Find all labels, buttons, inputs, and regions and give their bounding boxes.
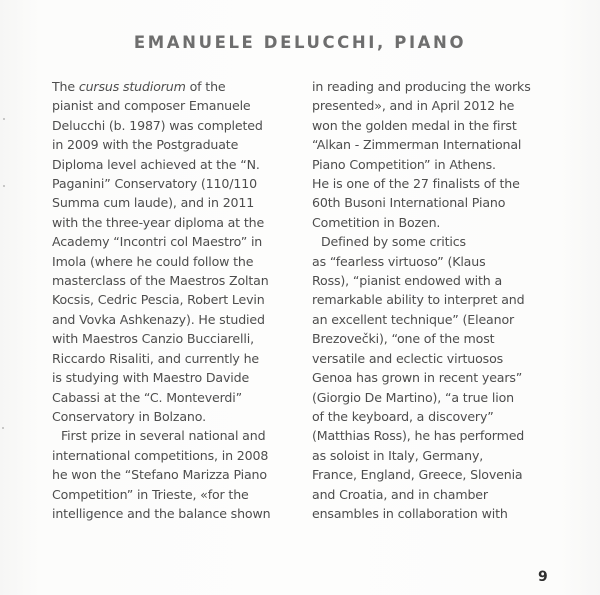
text-line: as “fearless virtuoso” (Klaus — [312, 253, 486, 269]
text-line: international competitions, in 2008 — [52, 447, 269, 463]
text-line — [52, 77, 302, 96]
text-line: Conservatory in Bolzano. — [52, 408, 206, 424]
text-line: Paganini” Conservatory (110/110 — [52, 176, 257, 192]
text-line: Genoa has grown in recent years” — [312, 370, 523, 386]
paragraph-start-line: Defined by some critics — [321, 234, 466, 250]
text-line: and Vovka Ashkenazy). He studied — [52, 311, 265, 327]
text-line: Riccardo Risaliti, and currently he — [52, 350, 260, 366]
scan-speck — [3, 185, 5, 187]
text-line: an excellent technique” (Eleanor — [312, 311, 515, 327]
text-line: ensambles in collaboration with — [312, 505, 508, 521]
text-line: Delucchi (b. 1987) was completed — [52, 117, 263, 133]
text-line: and Croatia, and in chamber — [312, 486, 488, 502]
text-line: Diploma level achieved at the “N. — [52, 156, 260, 172]
text-fragment: The — [52, 79, 79, 94]
text-line: Ross), “pianist endowed with a — [312, 273, 503, 289]
italic-term: cursus studiorum — [78, 79, 186, 94]
text-line: Kocsis, Cedric Pescia, Robert Levin — [52, 292, 265, 308]
text-line: France, England, Greece, Slovenia — [312, 467, 523, 483]
text-line: in 2009 with the Postgraduate — [52, 137, 239, 153]
text-line: Brezovečki), “one of the most — [312, 331, 495, 347]
text-line: remarkable ability to interpret and — [312, 292, 525, 308]
text-line: masterclass of the Maestros Zoltan — [52, 273, 269, 289]
text-line: Competition” in Trieste, «for the — [52, 486, 249, 502]
text-line: he won the “Stefano Marizza Piano — [52, 467, 267, 483]
text-line: presented», and in April 2012 he — [312, 98, 515, 114]
text-line: Piano Competition” in Athens. — [312, 156, 496, 172]
right-text-column — [312, 77, 574, 523]
text-line: won the golden medal in the first — [312, 117, 517, 133]
text-line: Imola (where he could follow the — [52, 253, 254, 269]
text-line: versatile and eclectic virtuosos — [312, 350, 504, 366]
text-line: in reading and producing the works — [312, 79, 531, 94]
page-number: 9 — [538, 569, 548, 585]
text-line: 60th Busoni International Piano — [312, 195, 506, 211]
text-line: Cabassi at the “C. Monteverdi” — [52, 389, 242, 405]
text-line: with the three-year diploma at the — [52, 214, 265, 230]
text-line: intelligence and the balance shown — [52, 505, 271, 521]
text-line: “Alkan - Zimmerman International — [312, 137, 522, 153]
text-line: Summa cum laude), and in 2011 — [52, 195, 255, 211]
text-line: pianist and composer Emanuele — [52, 98, 251, 114]
left-text-column — [52, 77, 302, 523]
text-line: (Matthias Ross), he has performed — [312, 428, 525, 444]
text-line: of the keyboard, a discovery” — [312, 408, 494, 424]
text-line: with Maestros Canzio Bucciarelli, — [52, 331, 254, 347]
scan-speck — [2, 427, 4, 429]
text-line: is studying with Maestro Davide — [52, 370, 250, 386]
text-line: Academy “Incontri col Maestro” in — [52, 234, 263, 250]
text-line: Cometition in Bozen. — [312, 214, 441, 230]
text-fragment: of the — [185, 79, 226, 94]
text-line: as soloist in Italy, Germany, — [312, 447, 484, 463]
text-line: (Giorgio De Martino), “a true lion — [312, 389, 514, 405]
page-title: EMANUELE DELUCCHI, PIANO — [133, 33, 467, 52]
scan-speck — [3, 118, 5, 120]
text-line: He is one of the 27 finalists of the — [312, 176, 520, 192]
paragraph-start-line: First prize in several national and — [61, 428, 266, 444]
